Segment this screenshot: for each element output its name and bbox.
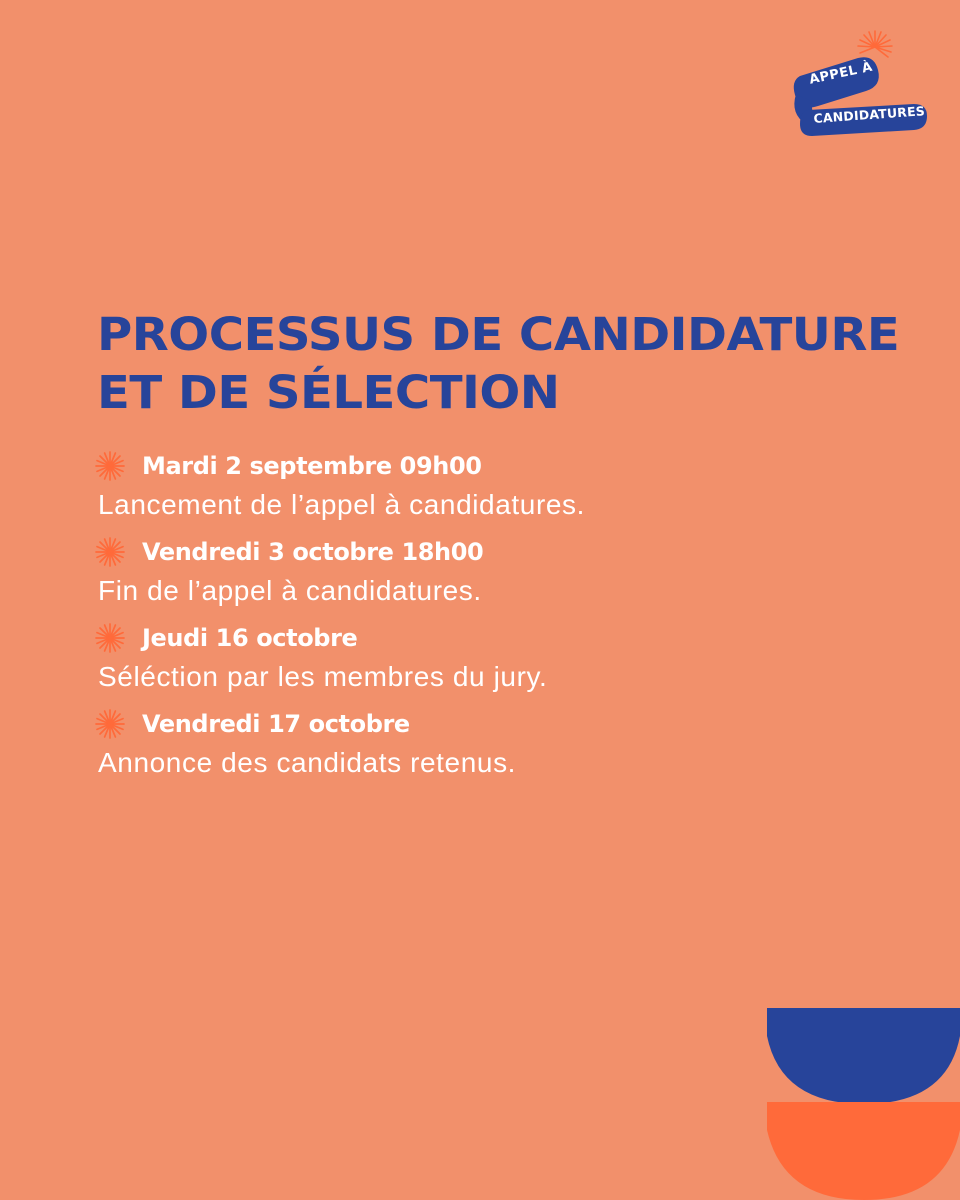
title-line-2: ET DE SÉLECTION — [97, 366, 560, 419]
starburst-icon — [95, 537, 125, 567]
timeline-description: Séléction par les membres du jury. — [98, 661, 548, 692]
navy-semicircle — [767, 1008, 960, 1104]
starburst-icon — [95, 623, 125, 653]
timeline-description: Fin de l’appel à candidatures. — [98, 575, 482, 606]
timeline-item — [95, 534, 895, 620]
timeline-description: Lancement de l’appel à candidatures. — [98, 489, 586, 520]
timeline-date: Jeudi 16 octobre — [142, 624, 358, 652]
timeline-item — [95, 620, 895, 706]
timeline-item-header — [95, 620, 895, 656]
timeline-item — [95, 448, 895, 534]
timeline-item-header — [95, 448, 895, 484]
orange-semicircle — [767, 1102, 960, 1200]
badge-label-bottom: CANDIDATURES — [813, 103, 926, 126]
timeline-date: Vendredi 3 octobre 18h00 — [142, 538, 484, 566]
timeline-date: Mardi 2 septembre 09h00 — [142, 452, 482, 480]
timeline-item — [95, 706, 895, 792]
badge-label-top: APPEL À — [808, 59, 875, 88]
badge-shape — [786, 28, 946, 158]
timeline-list — [95, 448, 895, 792]
page-title — [97, 306, 960, 422]
timeline-description: Annonce des candidats retenus. — [98, 747, 517, 778]
timeline-item-header — [95, 534, 895, 570]
starburst-icon — [858, 31, 892, 57]
starburst-icon — [95, 709, 125, 739]
timeline-item-header — [95, 706, 895, 742]
starburst-icon — [95, 451, 125, 481]
decorative-semicircles — [767, 1006, 960, 1200]
call-for-applications-badge — [786, 28, 946, 158]
title-line-1: PROCESSUS DE CANDIDATURE — [97, 308, 900, 361]
timeline-date: Vendredi 17 octobre — [142, 710, 410, 738]
